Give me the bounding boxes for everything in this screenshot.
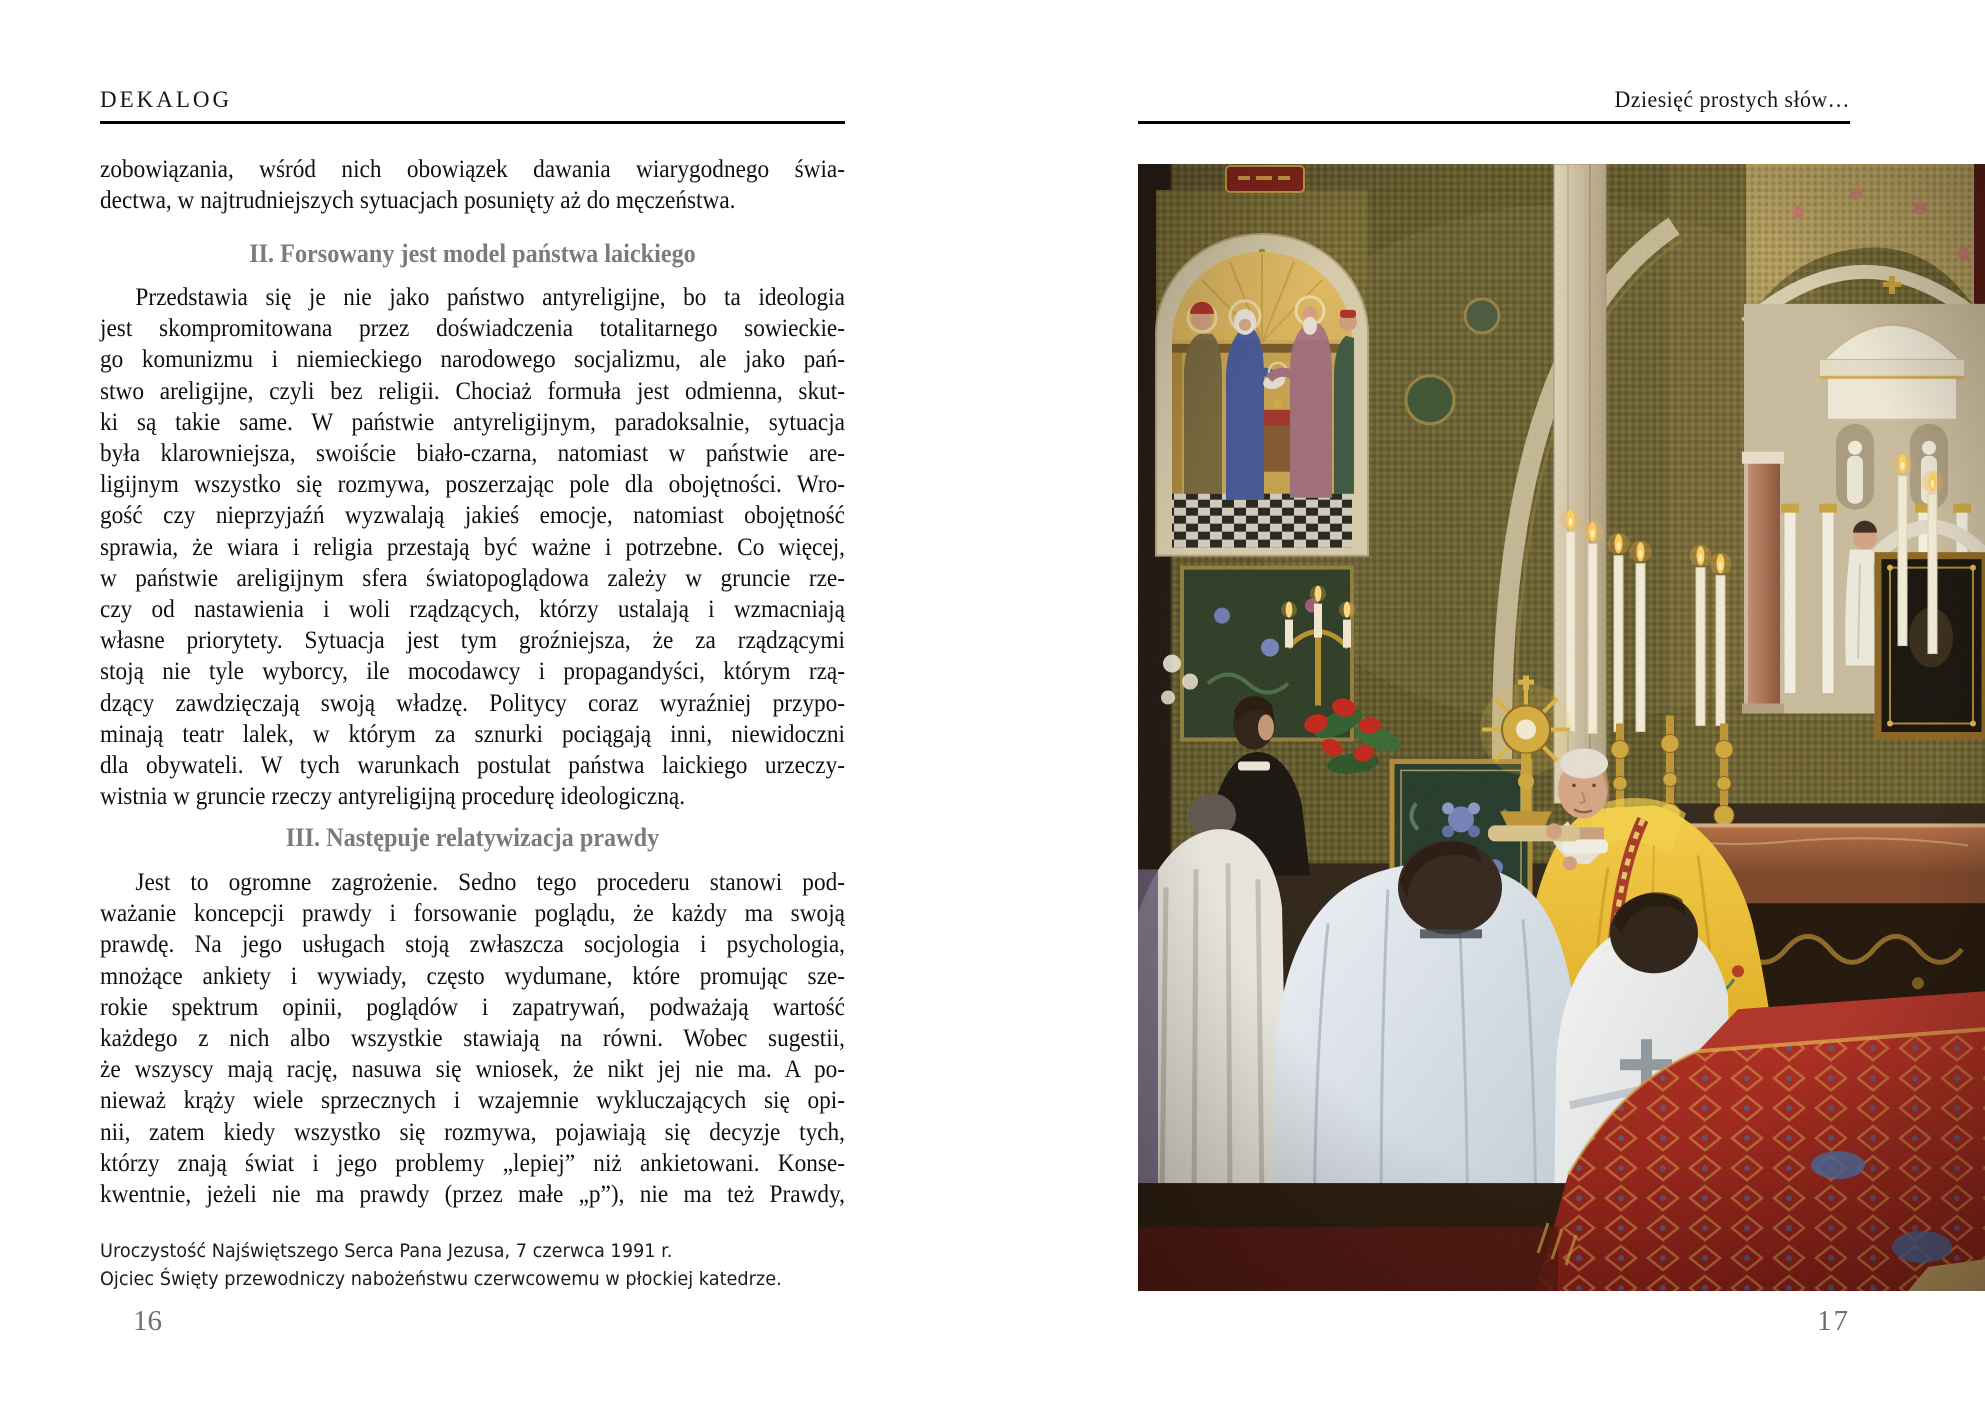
text-line: dla obywateli. W tych warunkach postulat państwa laickiego urzeczy- — [100, 752, 845, 780]
text-line: jest skompromitowana przez doświadczenia totalitarnego sowieckie- — [100, 315, 845, 343]
text-line: rokie spektrum opinii, poglądów i zapatrywań, podważają wartość — [100, 993, 845, 1021]
text-line: Ojciec Święty przewodniczy nabożeństwu czerwcowemu w płockiej katedrze. — [100, 1267, 782, 1290]
text-line: ki są takie same. W państwie antyreligijnym, paradoksalnie, sytuacja — [100, 408, 845, 436]
text-line: którzy znają świat i jego problemy „lepiej” niż ankietowani. Konse- — [100, 1149, 845, 1177]
text-line: Jest to ogromne zagrożenie. Sedno tego procederu stanowi pod- — [135, 869, 845, 896]
text-line: kwentnie, jeżeli nie ma prawdy (przez małe „p”), nie ma też Prawdy, — [100, 1181, 845, 1209]
text-line: gość czy nieprzyjaźń wyzwalają jakieś emocje, natomiast obojętność — [100, 502, 845, 530]
running-head-left: DEKALOG — [100, 87, 233, 112]
cathedral-photo — [1138, 164, 1985, 1291]
section-heading-3: III. Następuje relatywizacja prawdy — [285, 823, 660, 852]
text-line: nii, zatem kiedy wszystko się rozmywa, pojawiają się decyzje tych, — [100, 1118, 845, 1146]
text-line: stwo areligijne, czyli bez religii. Chociaż formuła jest odmienna, skut- — [100, 377, 845, 405]
text-line: dectwa, w najtrudniejszych sytuacjach posunięty aż do męczeństwa. — [100, 187, 736, 215]
paragraph-section-3 — [100, 867, 845, 1210]
page-number-right: 17 — [1817, 1305, 1850, 1337]
text-line: stoją nie tyle wyborcy, ile mocodawcy i propagandyści, którym rzą- — [100, 658, 845, 686]
paragraph-section-2 — [100, 282, 845, 812]
text-line: sprawia, że wiara i religia przestają być ważne i potrzebne. Co więcej, — [100, 533, 845, 561]
text-line: minają teatr lalek, w którym za sznurki pociągają inni, niewidoczni — [100, 720, 845, 748]
text-line: go komunizmu i niemieckiego narodowego socjalizmu, ale jako pań- — [100, 346, 845, 374]
paragraph-intro — [100, 154, 845, 216]
photo-illustration — [1138, 164, 1985, 1291]
text-line: ważanie koncepcji prawdy i forsowanie poglądu, że każdy ma swoją — [100, 900, 845, 928]
text-line: każdego z nich albo wszystkie stawiają na równi. Wobec sugestii, — [100, 1025, 845, 1053]
text-line: czy od nastawienia i woli rządzących, którzy ustalają i wzmacniają — [100, 596, 845, 624]
text-line: mnożące ankiety i wywiady, często wydumane, które promując sze- — [100, 962, 845, 990]
photo-caption — [100, 1238, 845, 1293]
section-heading-2: II. Forsowany jest model państwa laickiego — [249, 239, 696, 268]
text-line: że wszyscy mają rację, nasuwa się wniosek, że nikt jej nie ma. A po- — [100, 1056, 845, 1084]
text-line: własne priorytety. Sytuacja jest tym groźniejsza, że za rządzącymi — [100, 627, 845, 655]
text-line: ligijnym wszystko się rozmywa, poszerzając pole dla obojętności. Wro- — [100, 471, 845, 499]
text-line: wistnia w gruncie rzeczy antyreligijną procedurę ideologiczną. — [100, 783, 686, 811]
page-number-left: 16 — [133, 1305, 162, 1337]
photo-vignette — [1138, 164, 1985, 1291]
text-line: nieważ krąży wiele sprzecznych i wzajemnie wykluczających się opi- — [100, 1087, 845, 1115]
text-line: zobowiązania, wśród nich obowiązek dawania wiarygodnego świa- — [100, 156, 845, 183]
text-line: prawdę. Na jego usługach stoją zwłaszcza socjologia i psychologia, — [100, 931, 845, 959]
text-line: dzący zawdzięczają swoją władzę. Politycy coraz wyraźniej przypo- — [100, 689, 845, 717]
left-text-column — [100, 0, 845, 1424]
text-line: Uroczystość Najświętszego Serca Pana Jezusa, 7 czerwca 1991 r. — [100, 1240, 673, 1262]
text-line: w państwie areligijnym sfera światopoglądowa zależy w gruncie rze- — [100, 564, 845, 592]
text-line: Przedstawia się je nie jako państwo antyreligijne, bo ta ideologia — [135, 284, 845, 311]
header-rule-right — [1138, 121, 1850, 124]
text-line: była klarowniejsza, swoiście biało-czarna, natomiast w państwie are- — [100, 440, 845, 468]
running-head-right: Dziesięć prostych słów… — [1614, 87, 1850, 112]
